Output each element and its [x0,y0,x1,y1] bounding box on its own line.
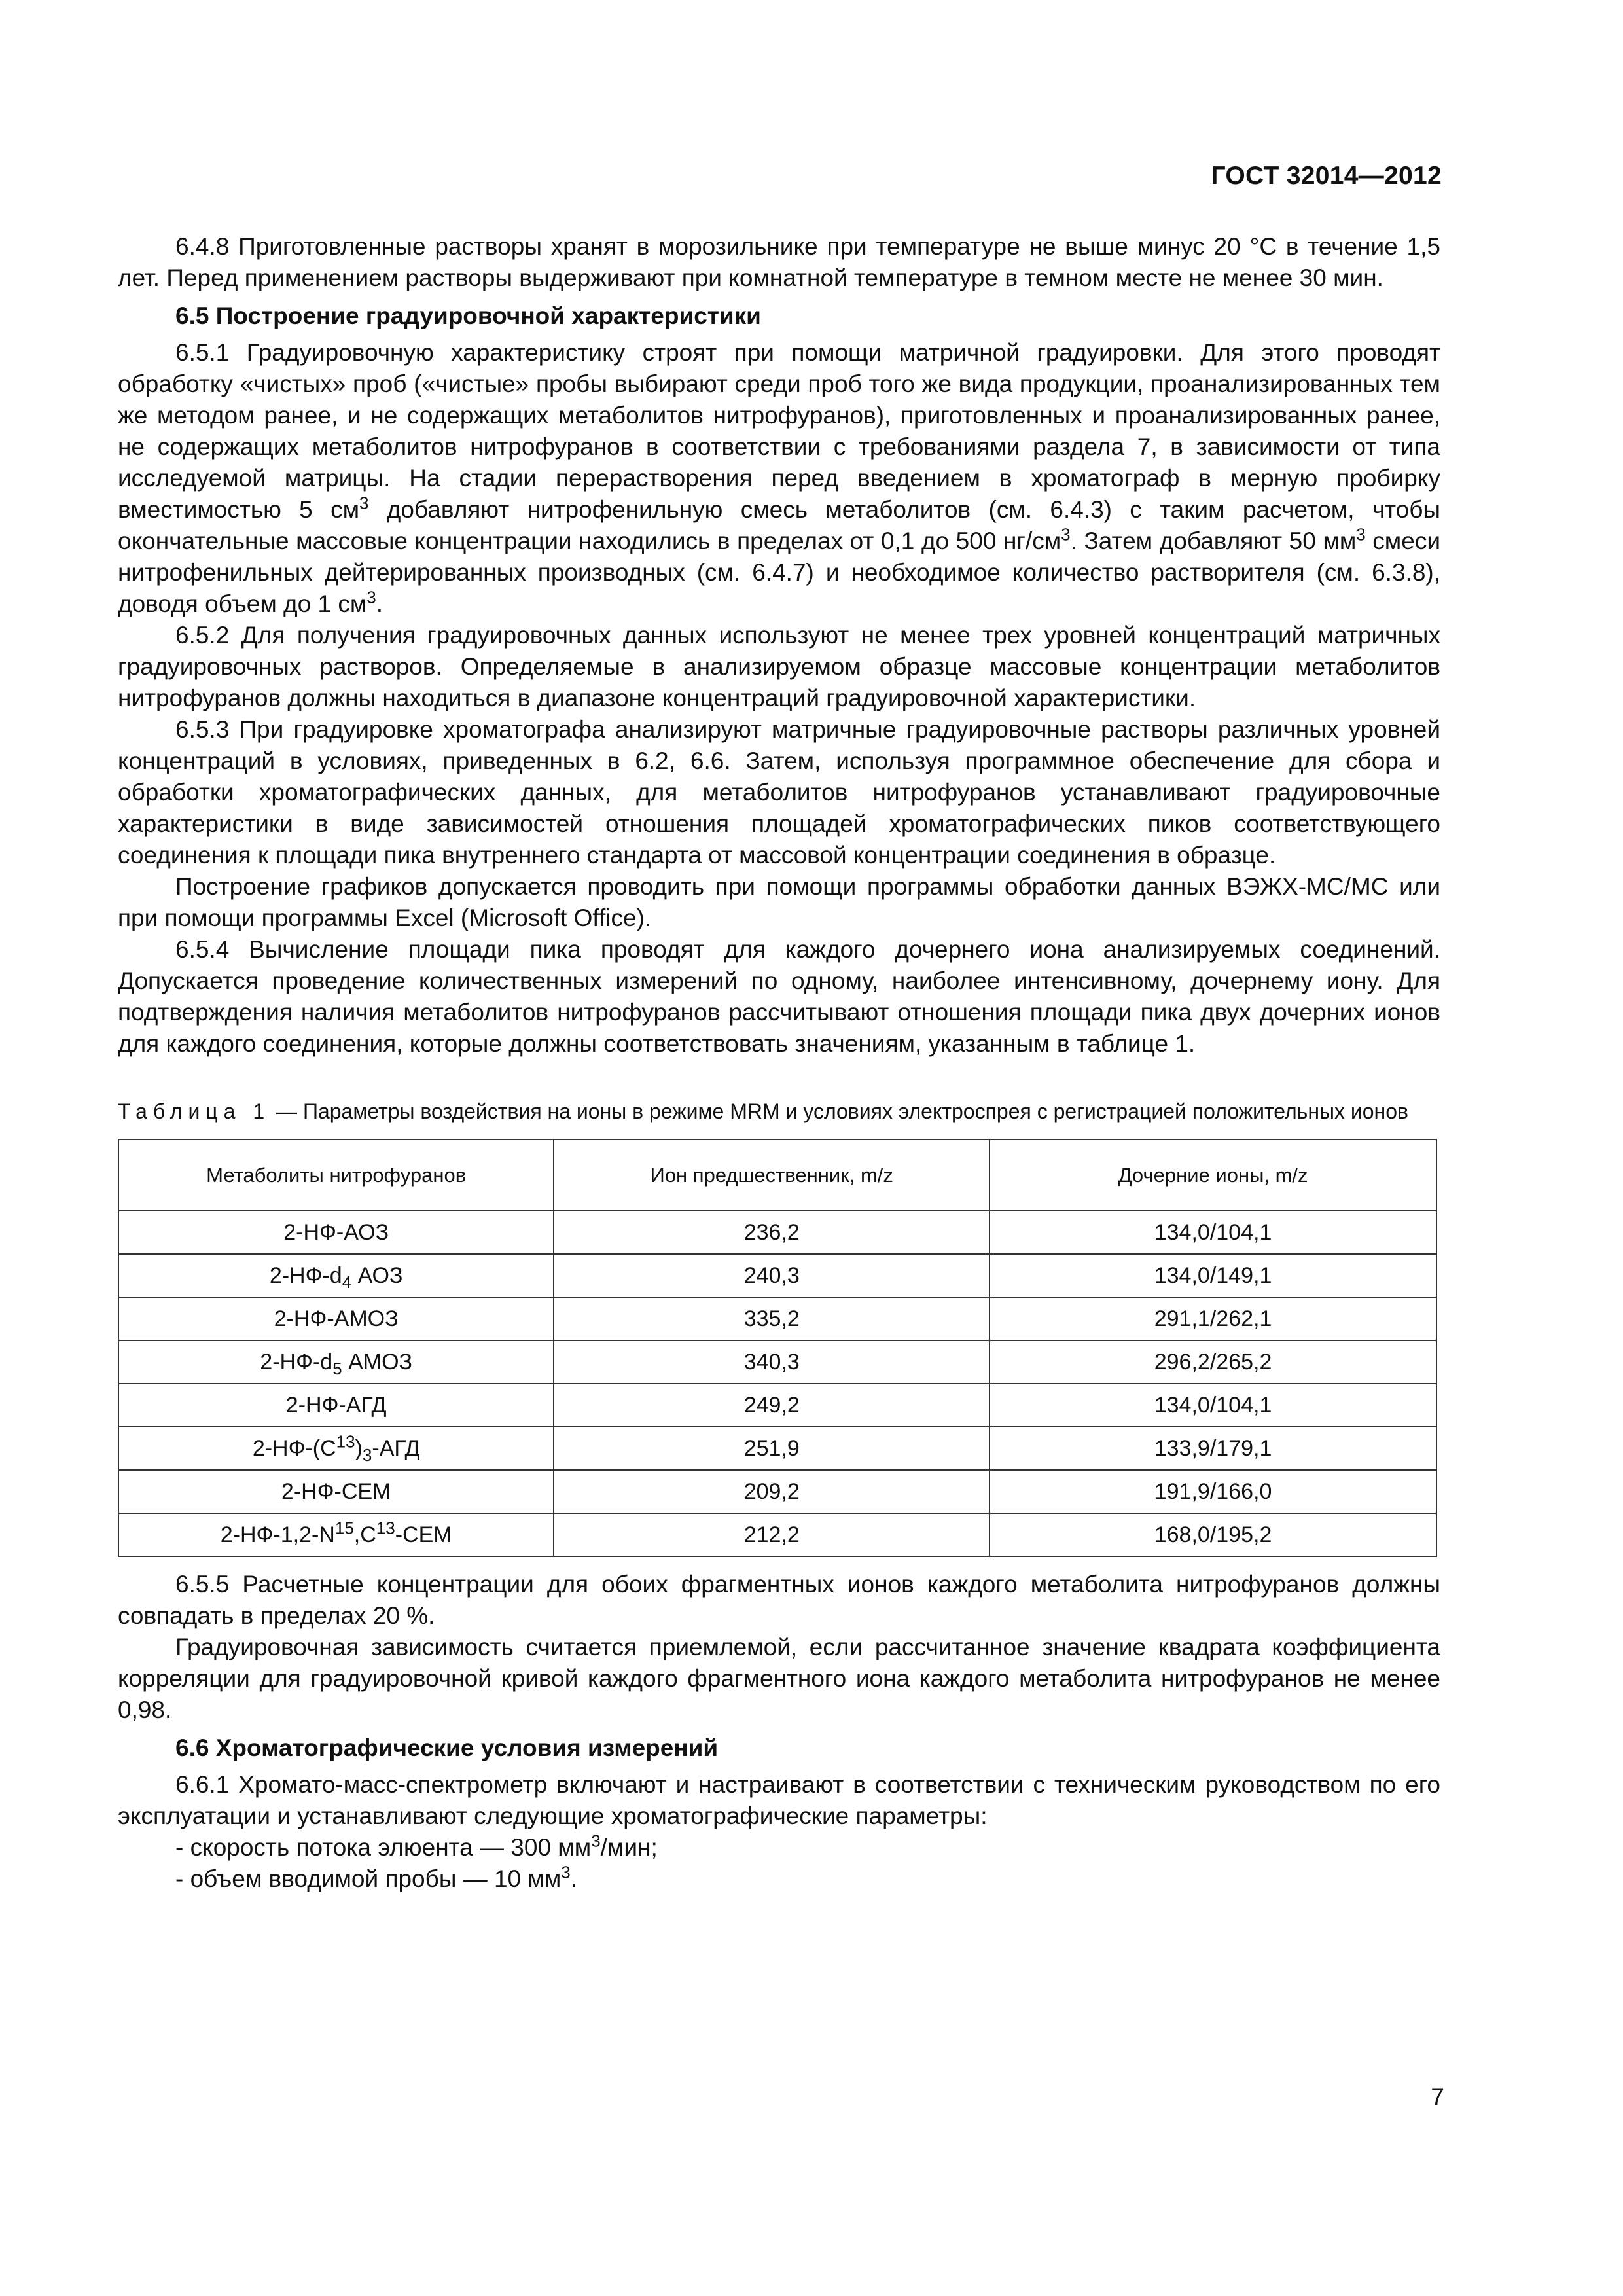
cell-precursor-ion: 212,2 [554,1513,990,1556]
list-item-flow-rate: - скорость потока элюента — 300 $мм^3$/мин; [175,1831,658,1861]
cell-daughter-ions: 134,0/104,1 [990,1211,1436,1254]
heading-6-6: 6.6 Хроматографические условия измерений [175,1734,719,1761]
header-precursor-ion: Ион предшественник, m/z [554,1139,990,1211]
cell-metabolite: 2-НФ-АМОЗ [118,1297,554,1340]
cell-precursor-ion: 340,3 [554,1340,990,1384]
heading-6-5: 6.5 Построение градуировочной характеристики [175,302,761,329]
paragraph-correlation: Градуировочная зависимость считается приемлемой, если рассчитанное значение квадрата коэффициента корреляции для градуировочной кривой каждого фрагментного иона каждого метаболита нитрофуранов не менее 0,98. [118,1634,1440,1723]
standard-code: ГОСТ 32014—2012 [1211,162,1442,190]
paragraph-6-5-1: 6.5.1 Градуировочную характеристику строят при помощи матричной градуировки. Для этого проводят обработку «чистых» проб («чистые» пробы выбирают среди проб того же вида продукции, проанализированных тем же методом ранее, и не содержащих метаболитов нитрофуранов), приготовленных и проанализированных ранее, не содержащих метаболитов нитрофуранов в соответствии с требованиями раздела 7, в зависимости от типа исследуемой матрицы. На стадии перерастворения перед введением в хроматограф в мерную пробирку вместимостью 5 $см^3$ добавляют нитрофенильную смесь метаболитов (см. 6.4.3) с таким расчетом, чтобы окончательные массовые концентрации находились в пределах от 0,1 до 500 $нг/см^3$. Затем добавляют 50 $мм^3$ смеси нитрофенильных дейтерированных производных (см. 6.4.7) и необходимое количество растворителя (см. 6.3.8), доводя объем до 1 $см^3$. [118,339,1441,617]
cell-precursor-ion: 335,2 [554,1297,990,1340]
table-row [118,1340,1436,1384]
cell-daughter-ions: 291,1/262,1 [990,1297,1436,1340]
cell-daughter-ions: 134,0/104,1 [990,1384,1436,1427]
paragraph-6-4-8: 6.4.8 Приготовленные растворы хранят в морозильнике при температуре не выше минус 20 °С в течение 1,5 лет. Перед применением растворы выдерживают при комнатной температуре в темном месте не менее 30 мин. [118,233,1440,291]
cell-metabolite: 2-НФ-СЕМ [118,1470,554,1513]
table-caption-text: — Параметры воздействия на ионы в режиме MRM и условиях электроспрея с регистрацией положительных ионов [270,1100,1409,1123]
cell-precursor-ion: 251,9 [554,1427,990,1470]
table-row [118,1297,1436,1340]
cell-daughter-ions: 296,2/265,2 [990,1340,1436,1384]
list-item-injection-volume: - объем вводимой пробы — 10 $мм^3$. [175,1862,578,1892]
header-daughter-ions: Дочерние ионы, m/z [990,1139,1436,1211]
table-row [118,1513,1436,1556]
paragraph-6-5-5: 6.5.5 Расчетные концентрации для обоих фрагментных ионов каждого метаболита нитрофуранов должны совпадать в пределах 20 %. [118,1571,1440,1629]
cell-daughter-ions: 168,0/195,2 [990,1513,1436,1556]
cell-daughter-ions: 134,0/149,1 [990,1254,1436,1297]
paragraph-6-5-2: 6.5.2 Для получения градуировочных данных используют не менее трех уровней концентраций матричных градуировочных растворов. Определяемые в анализируемом образце массовые концентрации метаболитов нитрофуранов должны находиться в диапазоне концентраций градуировочной характеристики. [118,622,1440,711]
paragraph-6-5-3: 6.5.3 При градуировке хроматографа анализируют матричные градуировочные растворы различных уровней концентраций в условиях, приведенных в 6.2, 6.6. Затем, используя программное обеспечение для сбора и обработки хроматографических данных, для метаболитов нитрофуранов устанавливают градуировочные характеристики в виде зависимостей отношения площадей хроматографических пиков соответствующего соединения к площади пика внутреннего стандарта от массовой концентрации соединения в образце. [118,716,1440,869]
cell-daughter-ions: 191,9/166,0 [990,1470,1436,1513]
cell-metabolite: $2-НФ-1,2-N^{15},С^{13}$-СЕМ [118,1513,554,1556]
paragraph-graphs: Построение графиков допускается проводить при помощи программы обработки данных ВЭЖХ-МС/МС или при помощи программы Excel (Microsoft Office). [118,873,1440,931]
header-metabolites: Метаболиты нитрофуранов [118,1139,554,1211]
page-number: 7 [1431,2083,1444,2110]
cell-metabolite: $2-НФ-(С^{13})_3$-АГД [118,1427,554,1470]
cell-precursor-ion: 240,3 [554,1254,990,1297]
table-row [118,1211,1436,1254]
cell-metabolite: 2-НФ-АОЗ [118,1211,554,1254]
cell-daughter-ions: 133,9/179,1 [990,1427,1436,1470]
cell-precursor-ion: 236,2 [554,1211,990,1254]
table-caption-label: Таблица 1 [118,1100,271,1123]
cell-precursor-ion: 249,2 [554,1384,990,1427]
cell-metabolite: 2-НФ-АГД [118,1384,554,1427]
after-table [118,1569,1440,1895]
table-row [118,1470,1436,1513]
table-row [118,1427,1436,1470]
parameters-table [118,1139,1437,1557]
table-body [118,1211,1436,1556]
table-header-row [118,1139,1436,1211]
paragraph-6-6-1: 6.6.1 Хромато-масс-спектрометр включают и настраивают в соответствии с техническим руководством по его эксплуатации и устанавливают следующие хроматографические параметры: [118,1771,1440,1829]
table-row [118,1384,1436,1427]
paragraph-6-5-4: 6.5.4 Вычисление площади пика проводят для каждого дочернего иона анализируемых соединений. Допускается проведение количественных измерений по одному, наиболее интенсивному, дочернему иону. Для подтверждения наличия метаболитов нитрофуранов рассчитывают отношения площади пика двух дочерних ионов для каждого соединения, которые должны соответствовать значениям, указанным в таблице 1. [118,936,1440,1057]
table-row [118,1254,1436,1297]
cell-metabolite: $2-НФ-d_4$ АОЗ [118,1254,554,1297]
table-caption [118,1098,1440,1126]
cell-metabolite: $2-НФ-d_5$ АМОЗ [118,1340,554,1384]
cell-precursor-ion: 209,2 [554,1470,990,1513]
page-content [118,231,1440,1895]
